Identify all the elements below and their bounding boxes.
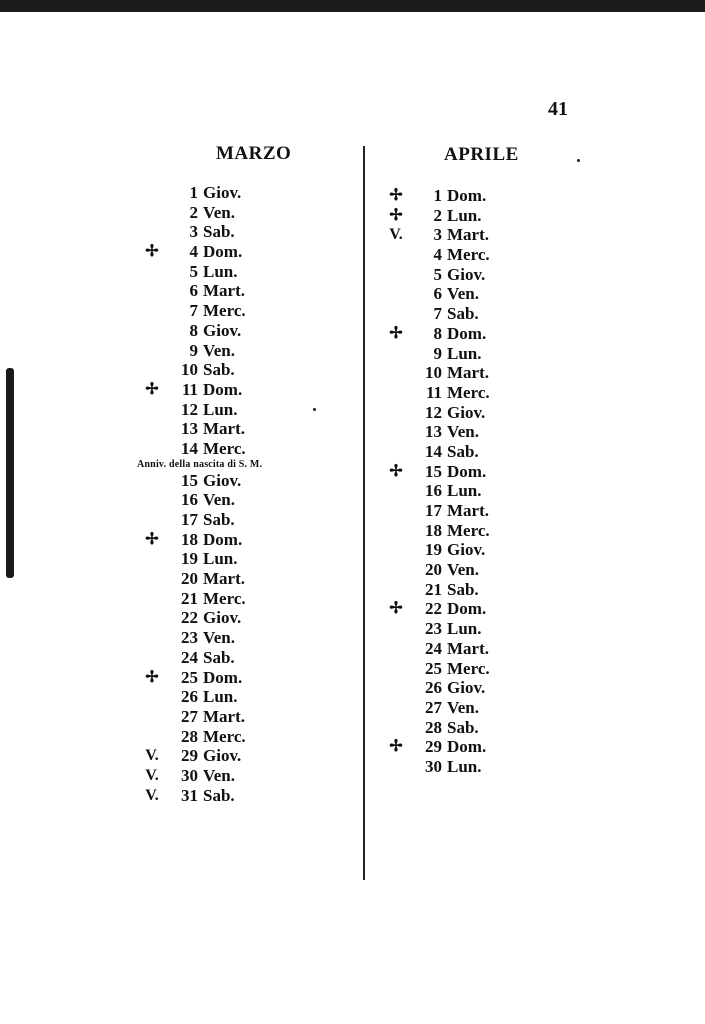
day-row — [140, 608, 262, 628]
day-number: 29 — [425, 737, 442, 757]
day-number: 2 — [189, 202, 198, 222]
day-number: 30 — [425, 756, 442, 776]
day-note: Anniv. della nascita di S. M. — [137, 458, 263, 470]
weekday-label: Dom. — [203, 667, 243, 687]
day-row — [140, 471, 262, 491]
day-number: 24 — [181, 647, 198, 667]
day-row — [140, 490, 262, 510]
day-row — [140, 183, 262, 203]
day-row — [140, 380, 262, 400]
day-number: 21 — [181, 588, 198, 608]
day-number: 29 — [181, 746, 198, 766]
day-number: 23 — [425, 619, 442, 639]
print-speck — [313, 408, 316, 411]
day-number: 31 — [181, 785, 198, 805]
day-number: 5 — [189, 261, 198, 281]
cross-icon: ✢ — [145, 380, 159, 398]
day-row — [140, 707, 262, 727]
day-row — [140, 281, 262, 301]
day-row — [140, 242, 262, 262]
weekday-label: Mart. — [203, 419, 246, 439]
day-row — [140, 727, 262, 747]
weekday-label: Lun. — [447, 481, 482, 501]
weekday-label: Dom. — [203, 529, 243, 549]
weekday-label: Giov. — [203, 608, 242, 628]
day-row — [140, 419, 262, 439]
weekday-label: Merc. — [203, 301, 246, 321]
weekday-label: Sab. — [203, 785, 235, 805]
day-row — [140, 439, 262, 459]
day-number: 12 — [425, 402, 442, 422]
day-row — [140, 400, 262, 420]
weekday-label: Ven. — [203, 765, 235, 785]
weekday-label: Lun. — [447, 343, 482, 363]
day-number: 19 — [181, 549, 198, 569]
weekday-label: Lun. — [203, 549, 238, 569]
weekday-label: Merc. — [203, 726, 246, 746]
cross-icon: ✢ — [389, 600, 403, 618]
day-number: 7 — [189, 301, 198, 321]
weekday-label: Giov. — [203, 470, 242, 490]
weekday-label: Mart. — [447, 638, 490, 658]
day-number: 9 — [433, 343, 442, 363]
weekday-label: Giov. — [203, 183, 242, 202]
weekday-label: Giov. — [447, 402, 486, 422]
weekday-label: Mart. — [203, 569, 246, 589]
day-number: 15 — [425, 461, 442, 481]
weekday-label: Giov. — [203, 746, 242, 766]
weekday-label: Merc. — [447, 658, 490, 678]
weekday-label: Giov. — [447, 264, 486, 284]
day-number: 10 — [181, 360, 198, 380]
day-row — [140, 510, 262, 530]
page-top-shadow — [0, 0, 705, 12]
day-number: 17 — [425, 501, 442, 520]
column-divider — [363, 146, 365, 880]
day-number: 3 — [433, 225, 442, 245]
weekday-label: Ven. — [447, 560, 479, 580]
weekday-label: Sab. — [203, 647, 235, 667]
cross-icon: ✢ — [145, 530, 159, 548]
weekday-label: Merc. — [203, 438, 246, 458]
day-number: 30 — [181, 765, 198, 785]
day-row — [140, 321, 262, 341]
weekday-label: Ven. — [203, 202, 235, 222]
day-number: 15 — [181, 470, 198, 490]
day-number: 20 — [181, 569, 198, 589]
day-number: 25 — [181, 667, 198, 687]
day-row — [140, 549, 262, 569]
cross-icon: ✢ — [389, 738, 403, 756]
day-number: 26 — [425, 678, 442, 698]
cross-icon: ✢ — [145, 243, 159, 261]
weekday-label: Mart. — [447, 363, 490, 383]
day-number: 26 — [181, 687, 198, 707]
day-number: 22 — [425, 599, 442, 619]
day-number: 22 — [181, 608, 198, 628]
day-row — [140, 360, 262, 380]
weekday-label: Giov. — [203, 320, 242, 340]
weekday-label: Giov. — [447, 678, 486, 698]
page-binding-shadow — [6, 368, 14, 578]
cross-icon: ✢ — [389, 462, 403, 480]
weekday-label: Mart. — [203, 706, 246, 726]
weekday-label: Ven. — [203, 490, 235, 510]
day-list-marzo — [137, 183, 263, 805]
day-number: 11 — [181, 379, 198, 399]
weekday-label: Dom. — [203, 242, 243, 262]
vigil-mark: V. — [389, 226, 403, 244]
vigil-mark: V. — [145, 786, 159, 804]
day-row — [140, 301, 262, 321]
cross-icon: ✢ — [389, 206, 403, 224]
day-number: 18 — [425, 520, 442, 540]
day-number: 4 — [189, 242, 198, 262]
weekday-label: Ven. — [447, 697, 479, 717]
cross-icon: ✢ — [389, 187, 403, 204]
day-number: 6 — [433, 284, 442, 304]
weekday-label: Sab. — [203, 510, 235, 529]
weekday-label: Merc. — [447, 382, 490, 402]
weekday-label: Lun. — [447, 205, 482, 225]
day-row — [140, 222, 262, 242]
weekday-label: Mart. — [447, 225, 490, 245]
day-number: 19 — [425, 540, 442, 560]
weekday-label: Sab. — [203, 360, 235, 380]
day-number: 1 — [433, 186, 442, 205]
weekday-label: Ven. — [447, 422, 479, 442]
weekday-label: Lun. — [203, 261, 238, 281]
weekday-label: Lun. — [447, 756, 482, 776]
weekday-label: Mart. — [447, 501, 490, 520]
day-number: 7 — [433, 304, 442, 324]
day-row — [140, 203, 262, 223]
weekday-label: Merc. — [447, 245, 490, 265]
weekday-label: Dom. — [447, 186, 487, 205]
day-number: 8 — [433, 323, 442, 343]
day-number: 28 — [425, 717, 442, 737]
weekday-label: Dom. — [447, 461, 487, 481]
day-number: 2 — [433, 205, 442, 225]
day-number: 18 — [181, 529, 198, 549]
weekday-label: Lun. — [447, 619, 482, 639]
day-row — [140, 766, 262, 786]
day-number: 24 — [425, 638, 442, 658]
day-number: 13 — [181, 419, 198, 439]
weekday-label: Dom. — [447, 323, 487, 343]
weekday-label: Lun. — [203, 399, 238, 419]
vigil-mark: V. — [145, 747, 159, 765]
weekday-label: Merc. — [447, 520, 490, 540]
print-speck — [577, 159, 580, 162]
day-row — [140, 530, 262, 550]
day-number: 3 — [189, 222, 198, 242]
day-row — [140, 569, 262, 589]
weekday-label: Sab. — [447, 441, 479, 461]
weekday-label: Ven. — [447, 284, 479, 304]
day-number: 8 — [189, 320, 198, 340]
day-row — [140, 589, 262, 609]
day-row — [140, 687, 262, 707]
weekday-label: Giov. — [447, 540, 486, 560]
day-number: 21 — [425, 579, 442, 599]
month-title-aprile: APRILE — [444, 144, 519, 165]
day-number: 4 — [433, 245, 442, 265]
weekday-label: Lun. — [203, 687, 238, 707]
cross-icon: ✢ — [145, 668, 159, 686]
day-row — [140, 746, 262, 766]
page-number: 41 — [548, 98, 568, 120]
day-number: 6 — [189, 281, 198, 301]
weekday-label: Sab. — [447, 579, 479, 599]
day-row — [140, 668, 262, 688]
day-row — [140, 786, 262, 806]
weekday-label: Sab. — [447, 304, 479, 324]
day-number: 17 — [181, 510, 198, 529]
day-number: 14 — [181, 438, 198, 458]
weekday-label: Mart. — [203, 281, 246, 301]
day-number: 27 — [425, 697, 442, 717]
day-number: 11 — [425, 382, 442, 402]
weekday-label: Dom. — [203, 379, 243, 399]
day-row — [140, 262, 262, 282]
cross-icon: ✢ — [389, 324, 403, 342]
day-number: 23 — [181, 628, 198, 648]
day-number: 5 — [433, 264, 442, 284]
weekday-label: Ven. — [203, 628, 235, 648]
day-number: 28 — [181, 726, 198, 746]
weekday-label: Dom. — [447, 737, 487, 757]
day-number: 9 — [189, 340, 198, 360]
day-number: 13 — [425, 422, 442, 442]
weekday-label: Merc. — [203, 588, 246, 608]
day-number: 12 — [181, 399, 198, 419]
weekday-label: Sab. — [447, 717, 479, 737]
day-row — [140, 341, 262, 361]
day-number: 25 — [425, 658, 442, 678]
day-number: 1 — [189, 183, 198, 202]
vigil-mark: V. — [145, 766, 159, 784]
day-row — [140, 648, 262, 668]
day-number: 10 — [425, 363, 442, 383]
weekday-label: Dom. — [447, 599, 487, 619]
day-number: 20 — [425, 560, 442, 580]
day-number: 16 — [425, 481, 442, 501]
weekday-label: Sab. — [203, 222, 235, 242]
month-title-marzo: MARZO — [216, 143, 292, 164]
day-number: 27 — [181, 706, 198, 726]
day-number: 16 — [181, 490, 198, 510]
day-row — [140, 628, 262, 648]
weekday-label: Ven. — [203, 340, 235, 360]
day-number: 14 — [425, 441, 442, 461]
